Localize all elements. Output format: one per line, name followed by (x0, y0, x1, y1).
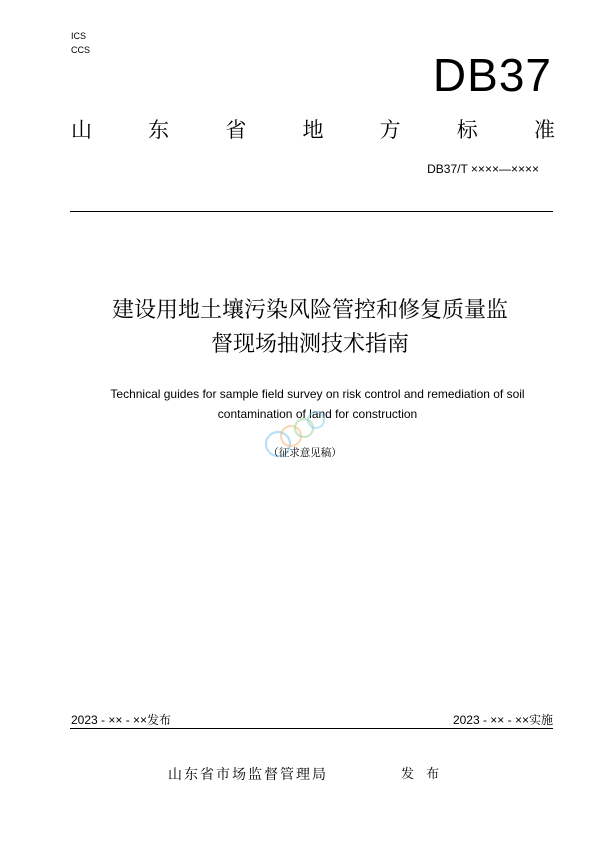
header-divider (70, 211, 553, 212)
footer-divider (70, 728, 553, 729)
title-en-line-2: contamination of land for construction (217, 407, 418, 421)
implementation-date: 2023 - ×× - ××实施 (452, 713, 553, 727)
standard-number: DB37/T ××××—×××× (427, 162, 539, 176)
title-cn-line-2: 督现场抽测技术指南 (210, 332, 409, 357)
issue-date: 2023 - ×× - ××发布 (71, 713, 172, 727)
ics-label: ICS (71, 31, 87, 41)
standard-type-char: 准 (533, 118, 555, 142)
standard-type-char: 省 (225, 118, 247, 142)
standard-type (71, 116, 555, 144)
standard-type-char: 东 (148, 118, 170, 142)
standard-type-char: 标 (456, 118, 478, 142)
standard-type-char: 地 (302, 118, 324, 142)
standard-type-char: 山 (71, 118, 92, 142)
draft-note: （征求意见稿） (268, 447, 342, 459)
document-title-cn (60, 294, 560, 362)
title-cn-line-1: 建设用地土壤污染风险管控和修复质量监 (111, 298, 508, 323)
standard-code: DB37 (432, 49, 552, 101)
standard-type-char: 方 (379, 118, 401, 142)
issuing-authority: 山东省市场监督管理局 (168, 767, 328, 783)
ccs-label: CCS (71, 45, 91, 55)
publish-label: 发 布 (401, 767, 444, 782)
title-en-line-1: Technical guides for sample field survey on risk control and remediation of soil (110, 387, 525, 401)
